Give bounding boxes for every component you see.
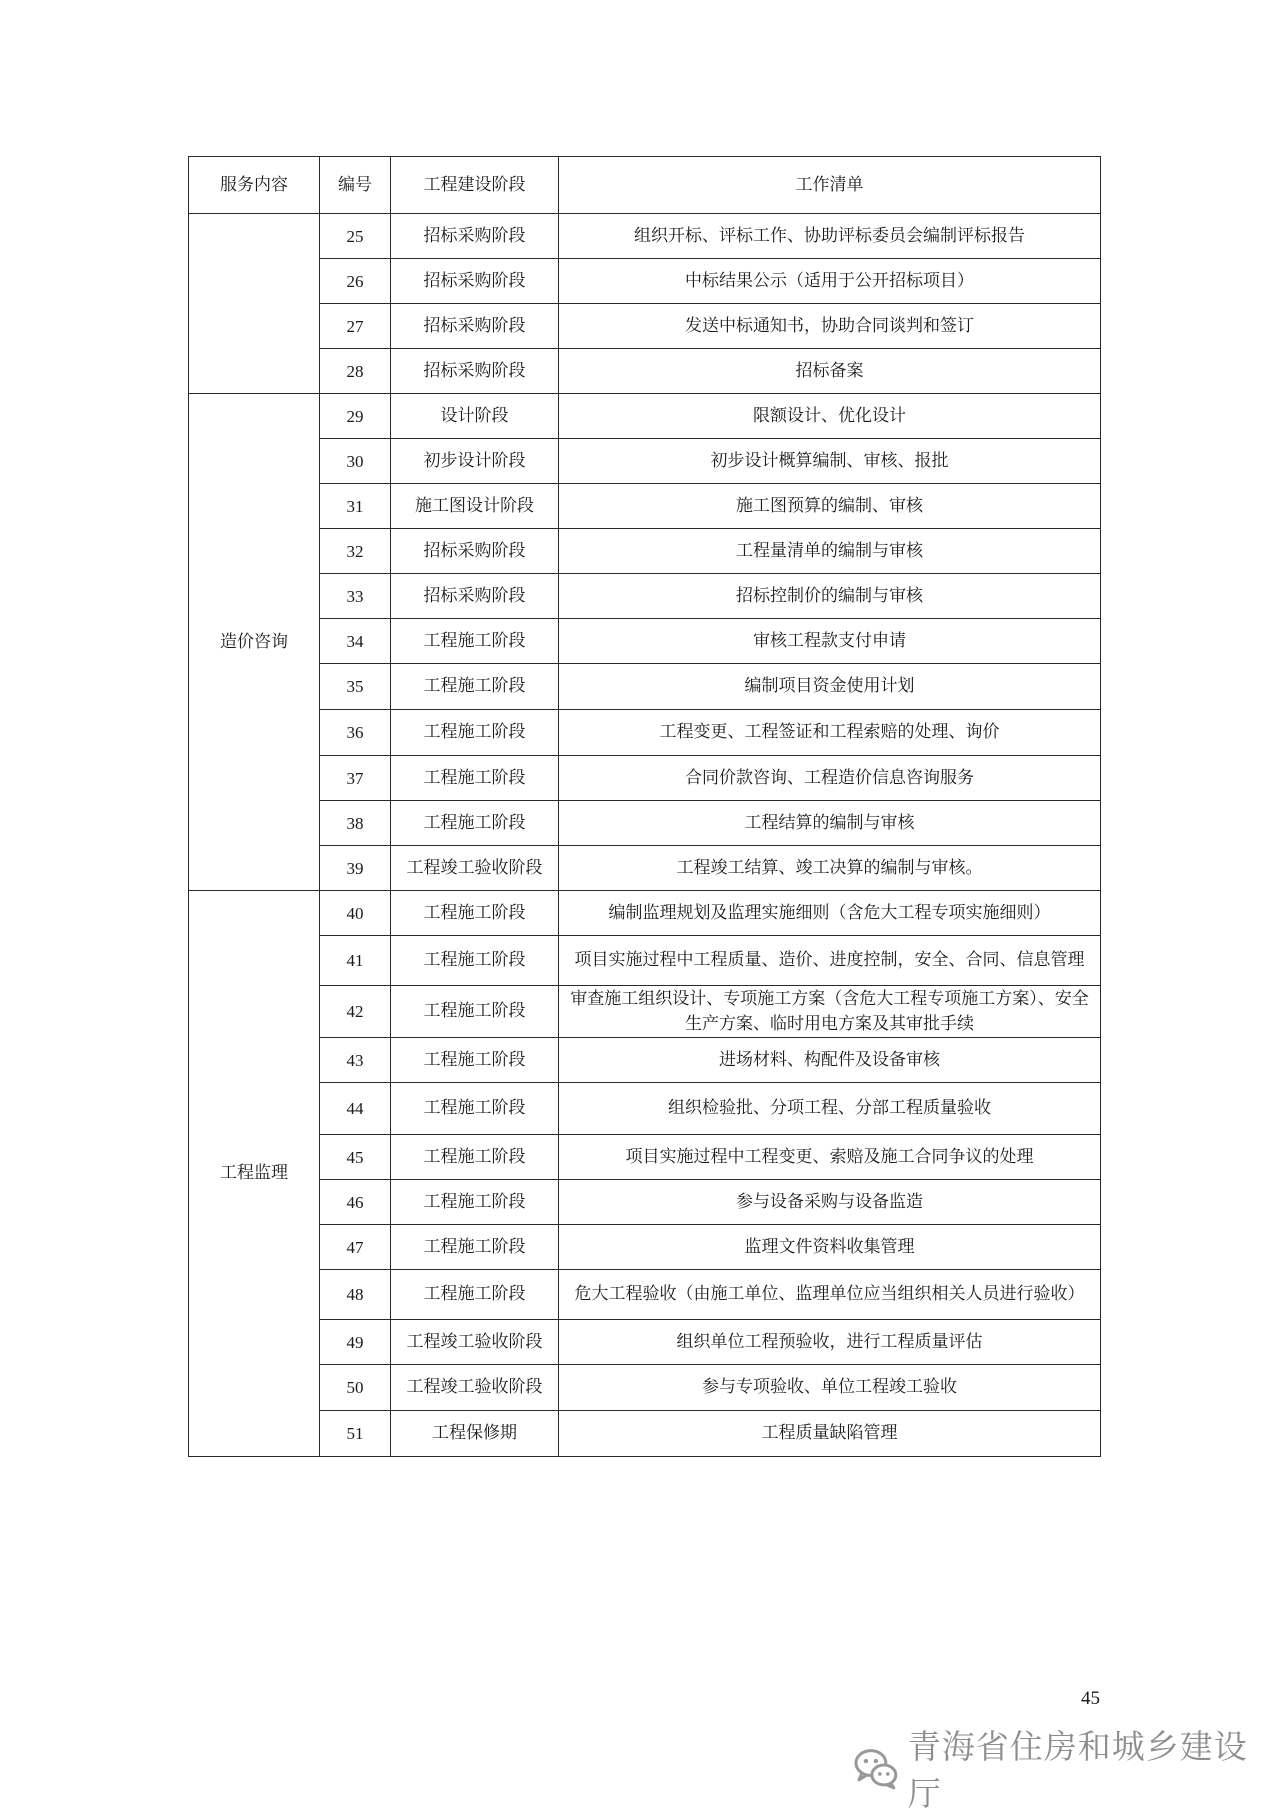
header-number: 编号: [320, 157, 391, 214]
table-row: [189, 439, 1101, 484]
table-row: [189, 214, 1101, 259]
row-number-cell: 31: [320, 484, 391, 529]
row-stage-cell: 工程施工阶段: [391, 801, 559, 846]
table-row: [189, 1365, 1101, 1411]
row-task-cell: 工程结算的编制与审核: [559, 801, 1101, 846]
service-group-cell: 造价咨询: [189, 394, 320, 891]
row-number-cell: 48: [320, 1270, 391, 1320]
row-number-cell: 35: [320, 664, 391, 710]
row-number-cell: 43: [320, 1038, 391, 1083]
table-row: [189, 664, 1101, 710]
row-number-cell: 51: [320, 1411, 391, 1457]
row-stage-cell: 施工图设计阶段: [391, 484, 559, 529]
row-stage-cell: 招标采购阶段: [391, 304, 559, 349]
table-row: [189, 756, 1101, 801]
row-stage-cell: 工程施工阶段: [391, 891, 559, 936]
work-list-table: [188, 156, 1101, 1457]
row-stage-cell: 招标采购阶段: [391, 214, 559, 259]
row-number-cell: 30: [320, 439, 391, 484]
table-row: [189, 1038, 1101, 1083]
row-task-cell: 项目实施过程中工程质量、造价、进度控制，安全、合同、信息管理: [559, 936, 1101, 986]
row-number-cell: 38: [320, 801, 391, 846]
row-task-cell: 工程变更、工程签证和工程索赔的处理、询价: [559, 710, 1101, 756]
row-number-cell: 33: [320, 574, 391, 619]
row-number-cell: 28: [320, 349, 391, 394]
row-task-cell: 工程质量缺陷管理: [559, 1411, 1101, 1457]
row-task-cell: 组织单位工程预验收，进行工程质量评估: [559, 1320, 1101, 1365]
table-row: [189, 801, 1101, 846]
table-row: [189, 304, 1101, 349]
table-row: [189, 891, 1101, 936]
row-task-cell: 工程竣工结算、竣工决算的编制与审核。: [559, 846, 1101, 891]
row-number-cell: 32: [320, 529, 391, 574]
row-task-cell: 招标备案: [559, 349, 1101, 394]
header-service-content: 服务内容: [189, 157, 320, 214]
row-stage-cell: 工程施工阶段: [391, 1135, 559, 1180]
row-stage-cell: 工程施工阶段: [391, 1180, 559, 1225]
row-number-cell: 27: [320, 304, 391, 349]
row-stage-cell: 设计阶段: [391, 394, 559, 439]
service-group-cell: 工程监理: [189, 891, 320, 1457]
row-task-cell: 发送中标通知书，协助合同谈判和签订: [559, 304, 1101, 349]
row-stage-cell: 工程竣工验收阶段: [391, 1365, 559, 1411]
table-body: [189, 214, 1101, 1457]
table-row: [189, 619, 1101, 664]
row-number-cell: 37: [320, 756, 391, 801]
watermark-text: 青海省住房和城乡建设厅: [907, 1727, 1248, 1813]
row-number-cell: 29: [320, 394, 391, 439]
row-stage-cell: 工程施工阶段: [391, 710, 559, 756]
row-stage-cell: 工程施工阶段: [391, 1038, 559, 1083]
table-row: [189, 394, 1101, 439]
header-construction-stage: 工程建设阶段: [391, 157, 559, 214]
row-task-cell: 中标结果公示（适用于公开招标项目）: [559, 259, 1101, 304]
row-number-cell: 25: [320, 214, 391, 259]
wechat-icon: [852, 1744, 900, 1792]
table-row: [189, 846, 1101, 891]
row-task-cell: 审查施工组织设计、专项施工方案（含危大工程专项施工方案）、安全生产方案、临时用电方案及其审批手续: [559, 986, 1101, 1038]
table-row: [189, 1411, 1101, 1457]
row-stage-cell: 初步设计阶段: [391, 439, 559, 484]
row-stage-cell: 招标采购阶段: [391, 349, 559, 394]
table-row: [189, 1083, 1101, 1135]
row-number-cell: 50: [320, 1365, 391, 1411]
row-stage-cell: 工程施工阶段: [391, 1270, 559, 1320]
row-number-cell: 42: [320, 986, 391, 1038]
row-number-cell: 40: [320, 891, 391, 936]
row-task-cell: 限额设计、优化设计: [559, 394, 1101, 439]
row-stage-cell: 招标采购阶段: [391, 529, 559, 574]
row-number-cell: 49: [320, 1320, 391, 1365]
row-number-cell: 34: [320, 619, 391, 664]
table-row: [189, 1320, 1101, 1365]
service-group-cell: [189, 214, 320, 394]
row-number-cell: 45: [320, 1135, 391, 1180]
row-task-cell: 施工图预算的编制、审核: [559, 484, 1101, 529]
row-stage-cell: 工程竣工验收阶段: [391, 1320, 559, 1365]
row-stage-cell: 工程施工阶段: [391, 986, 559, 1038]
row-number-cell: 39: [320, 846, 391, 891]
table-header-row: [189, 157, 1101, 214]
row-stage-cell: 工程施工阶段: [391, 619, 559, 664]
row-stage-cell: 工程施工阶段: [391, 756, 559, 801]
row-number-cell: 36: [320, 710, 391, 756]
row-task-cell: 参与设备采购与设备监造: [559, 1180, 1101, 1225]
row-task-cell: 项目实施过程中工程变更、索赔及施工合同争议的处理: [559, 1135, 1101, 1180]
row-stage-cell: 招标采购阶段: [391, 259, 559, 304]
row-task-cell: 初步设计概算编制、审核、报批: [559, 439, 1101, 484]
table-row: [189, 529, 1101, 574]
row-task-cell: 组织检验批、分项工程、分部工程质量验收: [559, 1083, 1101, 1135]
table-row: [189, 1225, 1101, 1270]
row-number-cell: 44: [320, 1083, 391, 1135]
row-number-cell: 47: [320, 1225, 391, 1270]
row-stage-cell: 工程施工阶段: [391, 1083, 559, 1135]
row-stage-cell: 工程保修期: [391, 1411, 559, 1457]
watermark: [852, 1727, 1280, 1813]
row-task-cell: 编制项目资金使用计划: [559, 664, 1101, 710]
header-work-list: 工作清单: [559, 157, 1101, 214]
row-number-cell: 26: [320, 259, 391, 304]
row-stage-cell: 工程施工阶段: [391, 664, 559, 710]
row-number-cell: 41: [320, 936, 391, 986]
row-task-cell: 合同价款咨询、工程造价信息咨询服务: [559, 756, 1101, 801]
row-task-cell: 审核工程款支付申请: [559, 619, 1101, 664]
table-row: [189, 710, 1101, 756]
table-row: [189, 574, 1101, 619]
row-number-cell: 46: [320, 1180, 391, 1225]
row-task-cell: 招标控制价的编制与审核: [559, 574, 1101, 619]
row-task-cell: 编制监理规划及监理实施细则（含危大工程专项实施细则）: [559, 891, 1101, 936]
page-number: 45: [1081, 1688, 1100, 1709]
table-row: [189, 986, 1101, 1038]
row-task-cell: 参与专项验收、单位工程竣工验收: [559, 1365, 1101, 1411]
row-stage-cell: 招标采购阶段: [391, 574, 559, 619]
row-task-cell: 危大工程验收（由施工单位、监理单位应当组织相关人员进行验收）: [559, 1270, 1101, 1320]
table-row: [189, 349, 1101, 394]
row-task-cell: 监理文件资料收集管理: [559, 1225, 1101, 1270]
table-row: [189, 259, 1101, 304]
row-task-cell: 进场材料、构配件及设备审核: [559, 1038, 1101, 1083]
row-stage-cell: 工程施工阶段: [391, 936, 559, 986]
table-row: [189, 936, 1101, 986]
table-row: [189, 484, 1101, 529]
table-row: [189, 1180, 1101, 1225]
row-stage-cell: 工程施工阶段: [391, 1225, 559, 1270]
table-row: [189, 1270, 1101, 1320]
row-task-cell: 组织开标、评标工作、协助评标委员会编制评标报告: [559, 214, 1101, 259]
row-stage-cell: 工程竣工验收阶段: [391, 846, 559, 891]
table-row: [189, 1135, 1101, 1180]
row-task-cell: 工程量清单的编制与审核: [559, 529, 1101, 574]
